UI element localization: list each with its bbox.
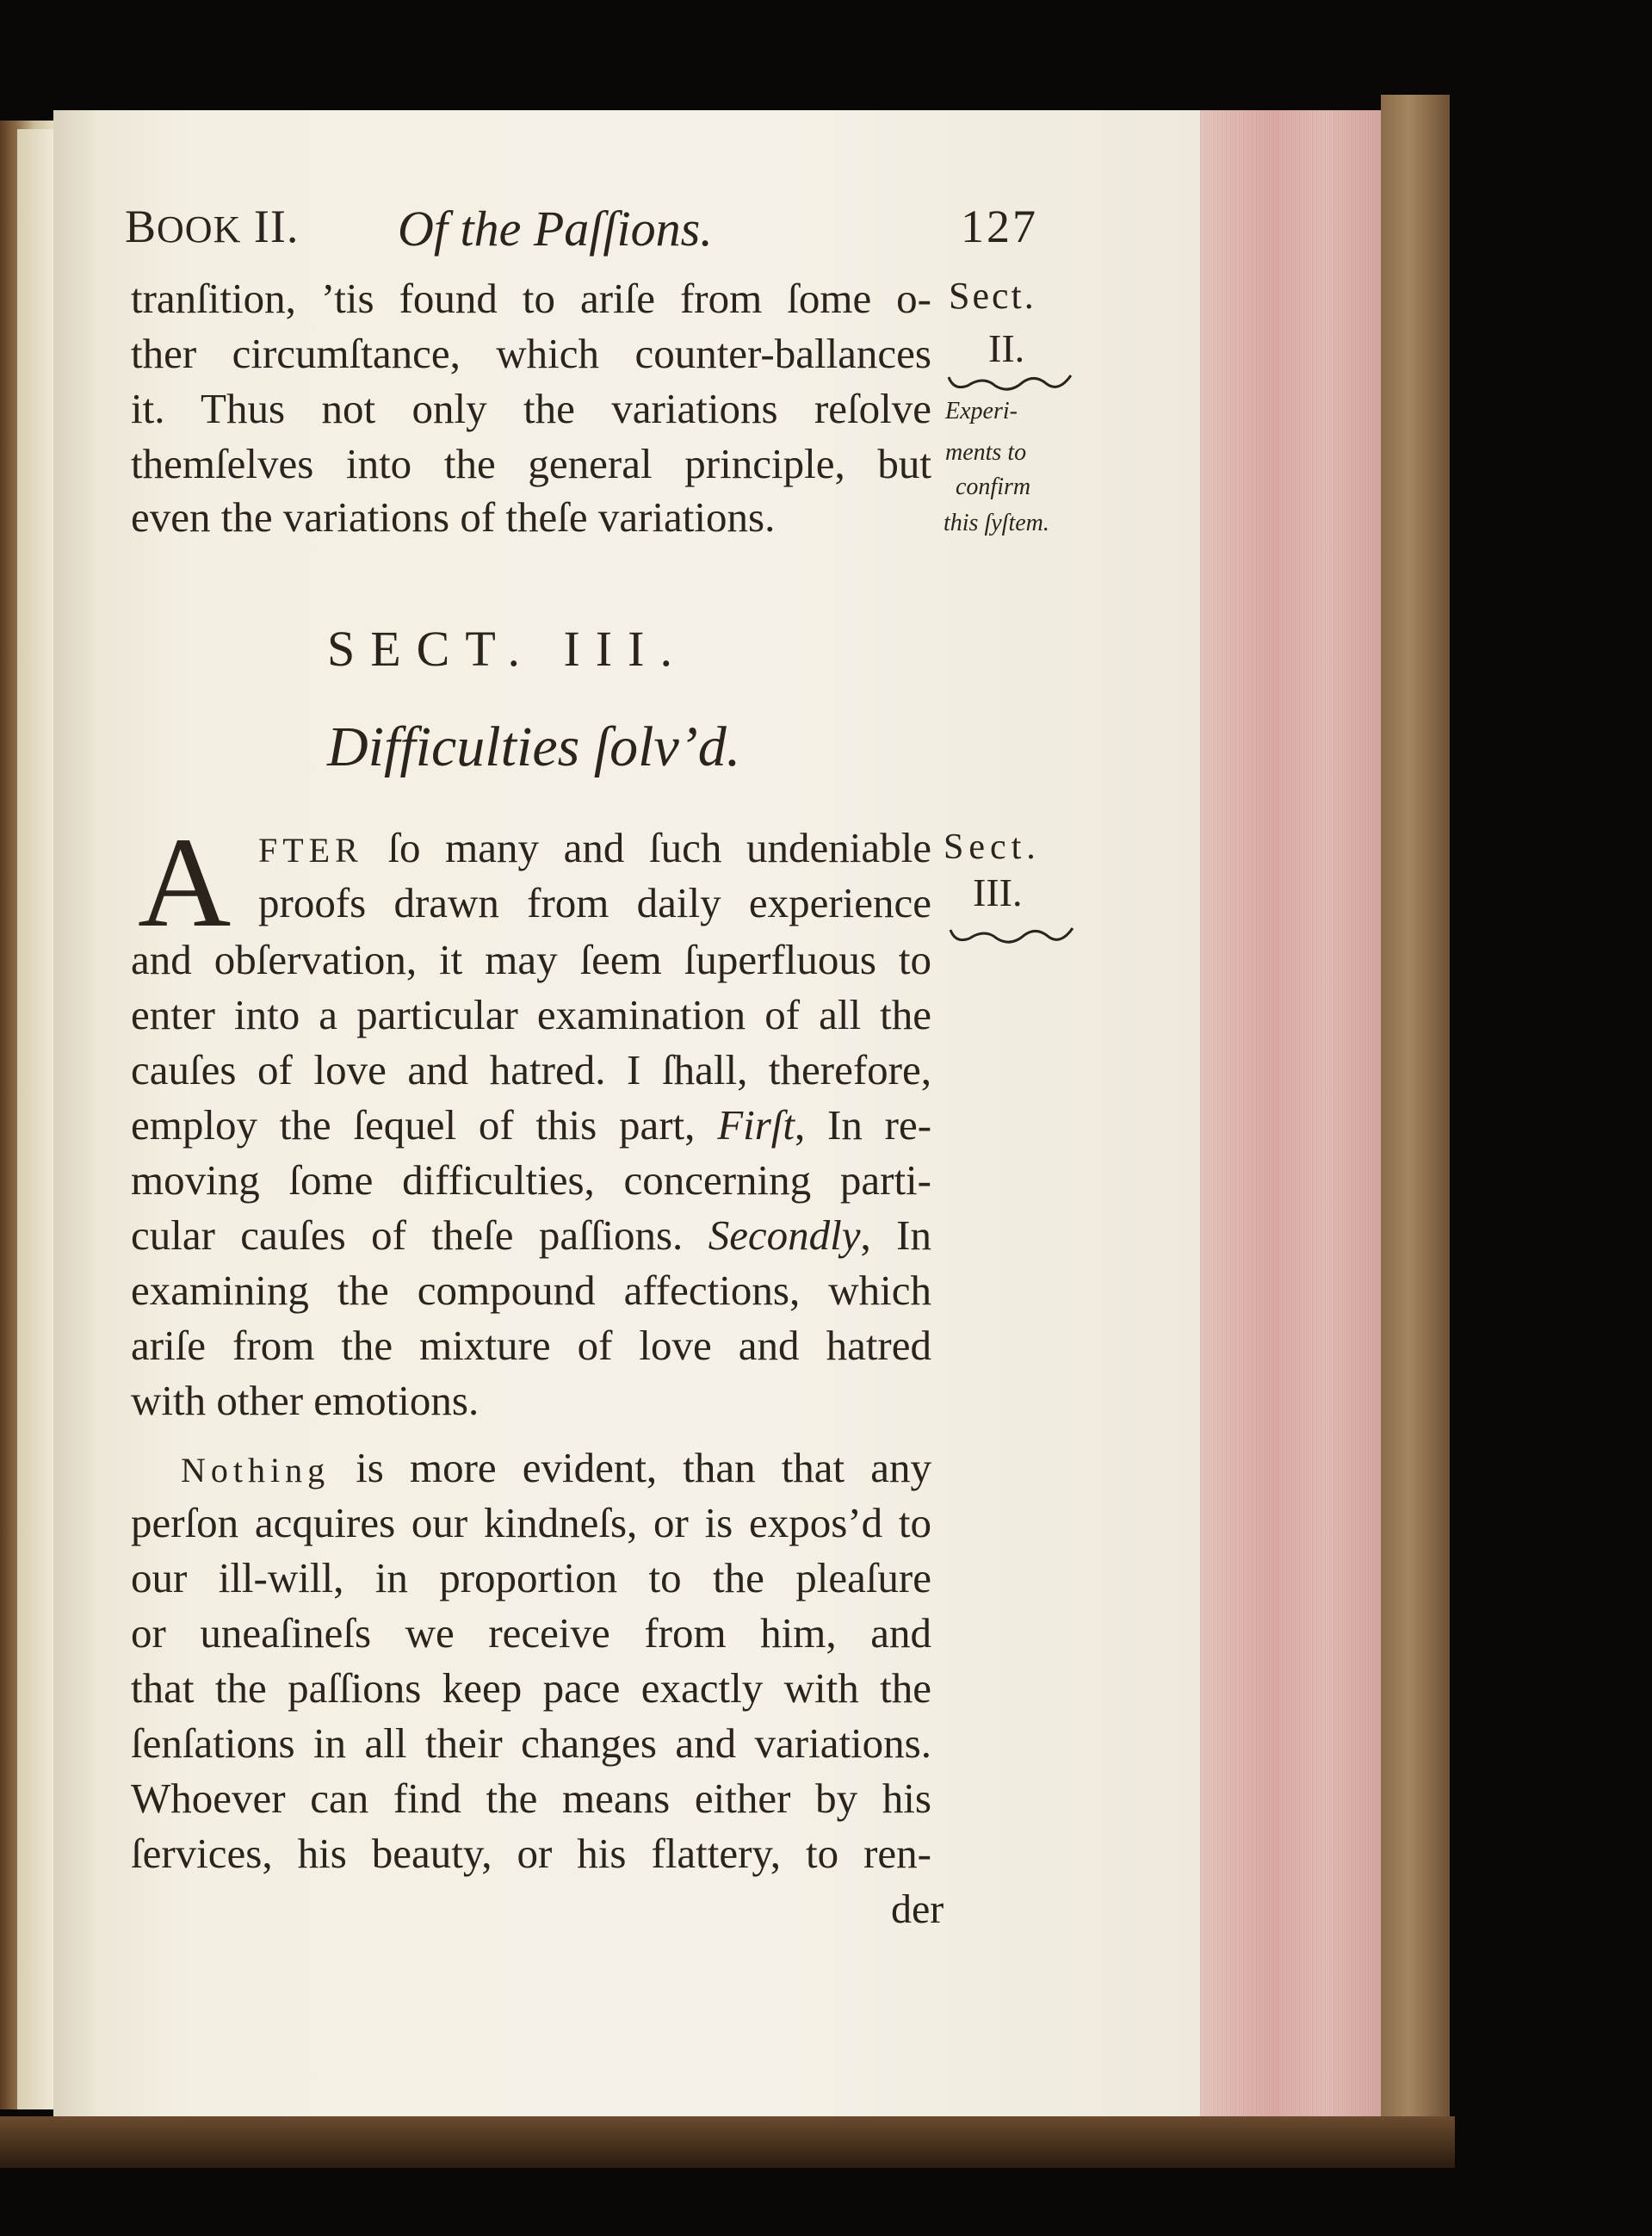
- page-number: 127: [961, 201, 1038, 252]
- previous-page-paper: [17, 129, 53, 2109]
- margin-sect-number: II.: [988, 326, 1025, 370]
- margin-sect-number: III.: [973, 870, 1023, 914]
- margin-sect-label: Sect.: [944, 827, 1041, 867]
- text-line: cauſes of love and hatred. I ſhall, therefore,: [131, 1046, 931, 1093]
- margin-note-line: confirm: [956, 474, 1031, 500]
- text-line: our ill-will, in proportion to the pleaſure: [131, 1554, 931, 1601]
- text-line: FTER ſo many and ſuch undeniable: [258, 824, 932, 871]
- margin-note-line: this ſyſtem.: [944, 510, 1049, 536]
- text-line: it. Thus not only the variations reſolve: [131, 385, 931, 432]
- binding-bottom: [0, 2116, 1455, 2168]
- sprinkled-page-edges: [1200, 110, 1381, 2116]
- text-line: examining the compound affections, which: [131, 1267, 931, 1314]
- binding-board: [1381, 95, 1450, 2135]
- text-line: employ the ſequel of this part, Firſt, In re-: [131, 1101, 932, 1149]
- text-line: or uneaſineſs we receive from him, and: [131, 1609, 931, 1657]
- text-line: and obſervation, it may ſeem ſuperfluous to: [131, 936, 931, 983]
- section-heading: SECT. III.: [327, 621, 688, 677]
- drop-cap: A: [138, 811, 232, 954]
- text-line: ariſe from the mixture of love and hatred: [131, 1322, 931, 1369]
- text-line: tranſition, ’tis found to ariſe from ſome o-: [131, 275, 931, 322]
- text-line: ſervices, his beauty, or his flattery, to ren-: [131, 1830, 931, 1877]
- margin-sect-label: Sect.: [949, 275, 1036, 317]
- text-line: with other emotions.: [131, 1377, 480, 1424]
- text-line: Nothing is more evident, than that any: [181, 1444, 931, 1491]
- text-line: cular cauſes of theſe paſſions. Secondly, In: [131, 1211, 931, 1259]
- text-line: Whoever can find the means either by his: [131, 1775, 931, 1822]
- text-line: themſelves into the general principle, but: [131, 440, 931, 487]
- text-line: even the variations of theſe variations.: [131, 493, 776, 541]
- text-line: perſon acquires our kindneſs, or is expos’d to: [131, 1499, 931, 1546]
- margin-squiggle-ornament: [945, 369, 1076, 396]
- margin-squiggle-ornament: [947, 921, 1076, 949]
- text-line: proofs drawn from daily experience: [258, 879, 931, 926]
- text-line: enter into a particular examination of all the: [131, 991, 931, 1038]
- text-line: ther circumſtance, which counter-ballances: [131, 330, 931, 377]
- catchword: der: [891, 1886, 944, 1932]
- margin-note-line: ments to: [945, 439, 1027, 466]
- running-head-title: Of the Paſſions.: [398, 201, 713, 257]
- running-head-book: BOOK II.: [125, 201, 300, 252]
- text-line: that the paſſions keep pace exactly with the: [131, 1664, 931, 1712]
- section-subheading: Difficulties ſolv’d.: [327, 715, 741, 778]
- text-line: moving ſome difficulties, concerning parti-: [131, 1156, 931, 1204]
- margin-note-line: Experi-: [945, 398, 1018, 424]
- text-line: ſenſations in all their changes and variations.: [131, 1719, 931, 1767]
